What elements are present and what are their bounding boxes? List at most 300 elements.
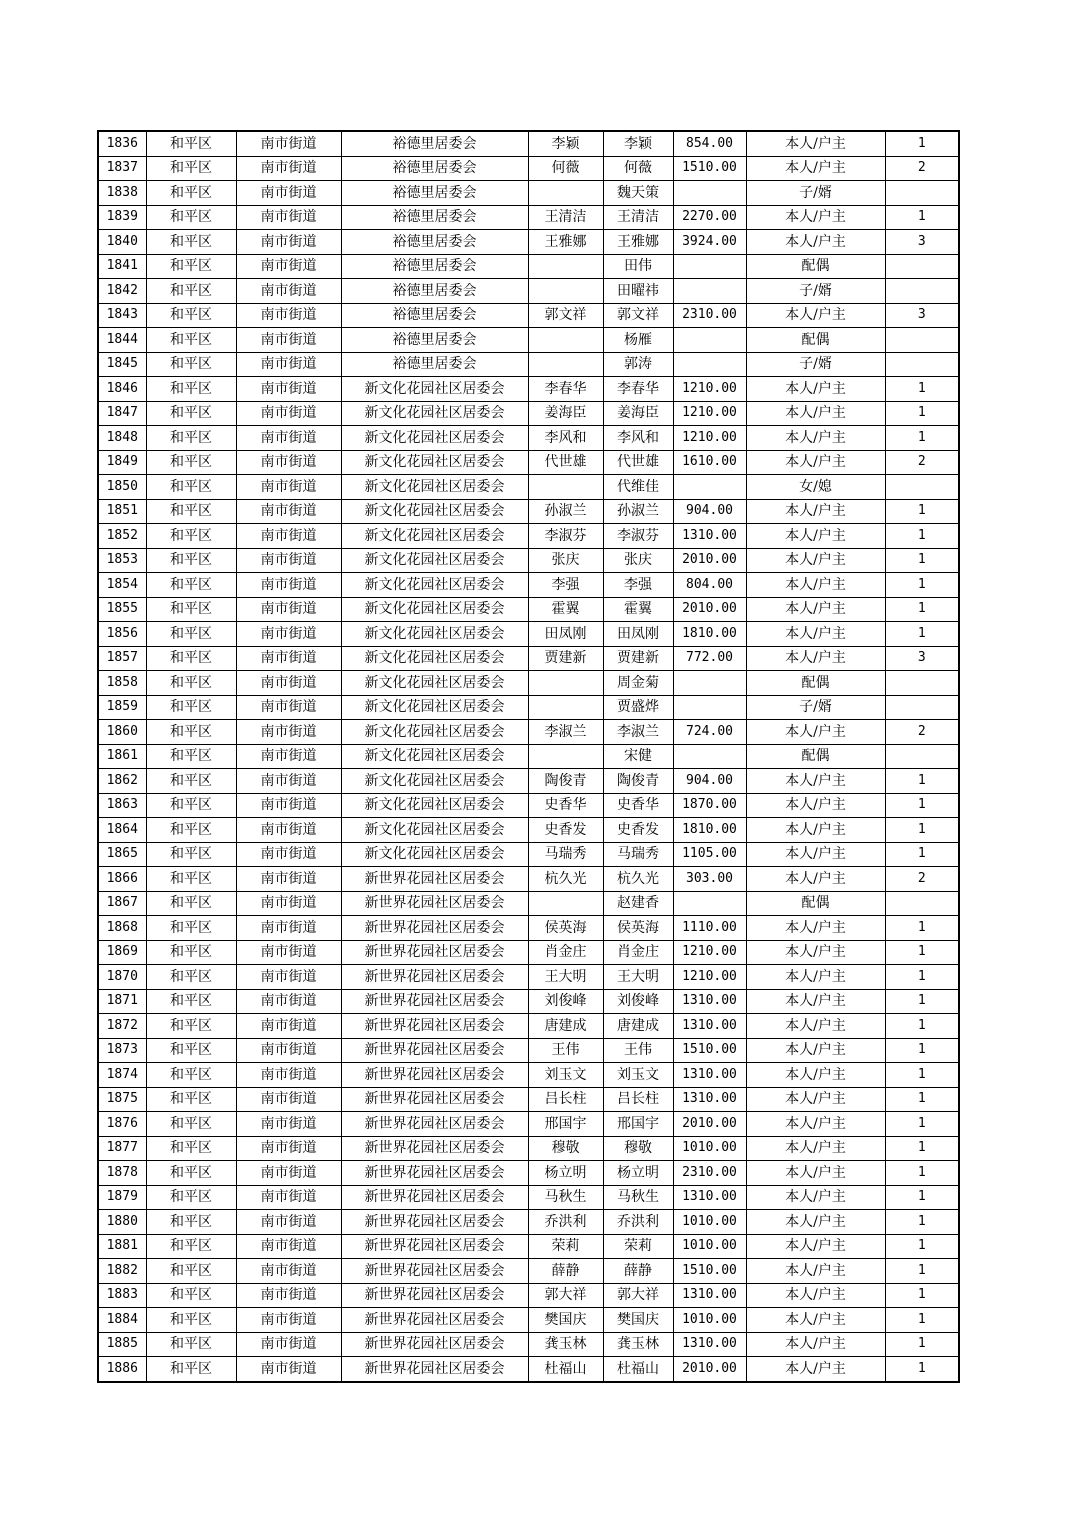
table-row	[98, 1210, 959, 1235]
row-number-cell: 1874	[98, 1063, 146, 1088]
street-cell: 南市街道	[236, 1087, 341, 1112]
amount-cell	[673, 695, 746, 720]
relation-cell: 本人/户主	[746, 989, 885, 1014]
applicant-cell: 李强	[528, 573, 603, 598]
row-number-cell: 1839	[98, 205, 146, 230]
member-cell: 张庆	[603, 548, 673, 573]
amount-cell: 1810.00	[673, 622, 746, 647]
amount-cell: 1310.00	[673, 524, 746, 549]
district-cell: 和平区	[146, 1112, 236, 1137]
amount-cell: 1510.00	[673, 1259, 746, 1284]
table-row	[98, 671, 959, 696]
applicant-cell: 李淑芬	[528, 524, 603, 549]
district-cell: 和平区	[146, 1210, 236, 1235]
relation-cell: 本人/户主	[746, 1087, 885, 1112]
committee-cell: 裕德里居委会	[341, 181, 528, 206]
applicant-cell	[528, 671, 603, 696]
household-count-cell: 1	[885, 965, 959, 990]
row-number-cell: 1848	[98, 426, 146, 451]
table-row	[98, 965, 959, 990]
table-row	[98, 1234, 959, 1259]
member-cell: 霍翼	[603, 597, 673, 622]
relation-cell: 本人/户主	[746, 230, 885, 255]
applicant-cell: 王大明	[528, 965, 603, 990]
row-number-cell: 1880	[98, 1210, 146, 1235]
household-count-cell: 1	[885, 1136, 959, 1161]
committee-cell: 新文化花园社区居委会	[341, 377, 528, 402]
relation-cell: 本人/户主	[746, 622, 885, 647]
table-row	[98, 1038, 959, 1063]
amount-cell: 3924.00	[673, 230, 746, 255]
committee-cell: 裕德里居委会	[341, 328, 528, 353]
table-row	[98, 1063, 959, 1088]
amount-cell: 1105.00	[673, 842, 746, 867]
street-cell: 南市街道	[236, 695, 341, 720]
street-cell: 南市街道	[236, 965, 341, 990]
street-cell: 南市街道	[236, 891, 341, 916]
table-row	[98, 401, 959, 426]
applicant-cell: 李春华	[528, 377, 603, 402]
committee-cell: 新文化花园社区居委会	[341, 450, 528, 475]
committee-cell: 新世界花园社区居委会	[341, 1014, 528, 1039]
row-number-cell: 1849	[98, 450, 146, 475]
committee-cell: 新文化花园社区居委会	[341, 818, 528, 843]
street-cell: 南市街道	[236, 352, 341, 377]
household-count-cell: 1	[885, 1112, 959, 1137]
relation-cell: 本人/户主	[746, 1283, 885, 1308]
relation-cell: 本人/户主	[746, 1185, 885, 1210]
row-number-cell: 1857	[98, 646, 146, 671]
table-row	[98, 891, 959, 916]
row-number-cell: 1852	[98, 524, 146, 549]
district-cell: 和平区	[146, 695, 236, 720]
street-cell: 南市街道	[236, 989, 341, 1014]
member-cell: 侯英海	[603, 916, 673, 941]
relation-cell: 本人/户主	[746, 1357, 885, 1382]
table-row	[98, 646, 959, 671]
committee-cell: 新世界花园社区居委会	[341, 1234, 528, 1259]
applicant-cell: 李风和	[528, 426, 603, 451]
committee-cell: 裕德里居委会	[341, 254, 528, 279]
row-number-cell: 1844	[98, 328, 146, 353]
household-count-cell	[885, 328, 959, 353]
row-number-cell: 1838	[98, 181, 146, 206]
relation-cell: 本人/户主	[746, 965, 885, 990]
committee-cell: 新世界花园社区居委会	[341, 891, 528, 916]
relation-cell: 本人/户主	[746, 842, 885, 867]
table-row	[98, 1283, 959, 1308]
district-cell: 和平区	[146, 499, 236, 524]
amount-cell: 1010.00	[673, 1308, 746, 1333]
committee-cell: 新世界花园社区居委会	[341, 1112, 528, 1137]
member-cell: 乔洪利	[603, 1210, 673, 1235]
district-cell: 和平区	[146, 597, 236, 622]
table-row	[98, 1357, 959, 1382]
street-cell: 南市街道	[236, 548, 341, 573]
household-count-cell: 3	[885, 646, 959, 671]
household-count-cell	[885, 181, 959, 206]
household-count-cell: 1	[885, 401, 959, 426]
household-count-cell: 1	[885, 1357, 959, 1382]
table-row	[98, 548, 959, 573]
household-count-cell	[885, 891, 959, 916]
street-cell: 南市街道	[236, 303, 341, 328]
table-row	[98, 989, 959, 1014]
street-cell: 南市街道	[236, 744, 341, 769]
row-number-cell: 1853	[98, 548, 146, 573]
amount-cell: 724.00	[673, 720, 746, 745]
row-number-cell: 1843	[98, 303, 146, 328]
household-count-cell: 1	[885, 1210, 959, 1235]
household-count-cell: 2	[885, 867, 959, 892]
row-number-cell: 1885	[98, 1332, 146, 1357]
district-cell: 和平区	[146, 720, 236, 745]
relation-cell: 配偶	[746, 254, 885, 279]
table-row	[98, 205, 959, 230]
amount-cell: 1210.00	[673, 426, 746, 451]
table-row	[98, 1136, 959, 1161]
table-row	[98, 156, 959, 181]
household-count-cell: 1	[885, 1087, 959, 1112]
member-cell: 杨立明	[603, 1161, 673, 1186]
household-count-cell: 1	[885, 1038, 959, 1063]
street-cell: 南市街道	[236, 1210, 341, 1235]
committee-cell: 新世界花园社区居委会	[341, 1357, 528, 1382]
amount-cell: 2310.00	[673, 1161, 746, 1186]
member-cell: 贾盛烨	[603, 695, 673, 720]
street-cell: 南市街道	[236, 1332, 341, 1357]
district-cell: 和平区	[146, 891, 236, 916]
applicant-cell	[528, 279, 603, 304]
committee-cell: 新文化花园社区居委会	[341, 499, 528, 524]
district-cell: 和平区	[146, 524, 236, 549]
table-row	[98, 475, 959, 500]
member-cell: 田曜祎	[603, 279, 673, 304]
relation-cell: 本人/户主	[746, 793, 885, 818]
household-count-cell: 1	[885, 916, 959, 941]
amount-cell: 854.00	[673, 131, 746, 156]
household-count-cell	[885, 744, 959, 769]
relation-cell: 配偶	[746, 891, 885, 916]
relation-cell: 本人/户主	[746, 769, 885, 794]
applicant-cell	[528, 695, 603, 720]
member-cell: 郭文祥	[603, 303, 673, 328]
committee-cell: 新世界花园社区居委会	[341, 1087, 528, 1112]
street-cell: 南市街道	[236, 1234, 341, 1259]
amount-cell: 1010.00	[673, 1210, 746, 1235]
member-cell: 孙淑兰	[603, 499, 673, 524]
amount-cell: 904.00	[673, 499, 746, 524]
table-row	[98, 450, 959, 475]
row-number-cell: 1861	[98, 744, 146, 769]
committee-cell: 新文化花园社区居委会	[341, 744, 528, 769]
row-number-cell: 1865	[98, 842, 146, 867]
amount-cell: 2010.00	[673, 548, 746, 573]
row-number-cell: 1876	[98, 1112, 146, 1137]
applicant-cell: 杨立明	[528, 1161, 603, 1186]
district-cell: 和平区	[146, 1063, 236, 1088]
amount-cell: 1010.00	[673, 1136, 746, 1161]
committee-cell: 裕德里居委会	[341, 303, 528, 328]
member-cell: 王大明	[603, 965, 673, 990]
district-cell: 和平区	[146, 1234, 236, 1259]
applicant-cell: 田凤刚	[528, 622, 603, 647]
member-cell: 李颖	[603, 131, 673, 156]
street-cell: 南市街道	[236, 524, 341, 549]
relation-cell: 本人/户主	[746, 646, 885, 671]
district-cell: 和平区	[146, 1259, 236, 1284]
member-cell: 邢国宇	[603, 1112, 673, 1137]
household-count-cell: 2	[885, 156, 959, 181]
relation-cell: 本人/户主	[746, 1259, 885, 1284]
data-table	[97, 130, 960, 1383]
member-cell: 荣莉	[603, 1234, 673, 1259]
table-row	[98, 842, 959, 867]
table-row	[98, 254, 959, 279]
district-cell: 和平区	[146, 965, 236, 990]
amount-cell: 1310.00	[673, 989, 746, 1014]
amount-cell: 772.00	[673, 646, 746, 671]
district-cell: 和平区	[146, 1087, 236, 1112]
member-cell: 刘俊峰	[603, 989, 673, 1014]
district-cell: 和平区	[146, 671, 236, 696]
applicant-cell: 何薇	[528, 156, 603, 181]
committee-cell: 新世界花园社区居委会	[341, 1308, 528, 1333]
committee-cell: 新世界花园社区居委会	[341, 1259, 528, 1284]
applicant-cell: 郭大祥	[528, 1283, 603, 1308]
table-row	[98, 131, 959, 156]
member-cell: 王清洁	[603, 205, 673, 230]
table-row	[98, 916, 959, 941]
member-cell: 李淑兰	[603, 720, 673, 745]
relation-cell: 子/婿	[746, 279, 885, 304]
relation-cell: 本人/户主	[746, 1136, 885, 1161]
applicant-cell	[528, 352, 603, 377]
district-cell: 和平区	[146, 622, 236, 647]
street-cell: 南市街道	[236, 622, 341, 647]
district-cell: 和平区	[146, 426, 236, 451]
row-number-cell: 1859	[98, 695, 146, 720]
committee-cell: 裕德里居委会	[341, 279, 528, 304]
street-cell: 南市街道	[236, 1136, 341, 1161]
committee-cell: 裕德里居委会	[341, 131, 528, 156]
street-cell: 南市街道	[236, 818, 341, 843]
street-cell: 南市街道	[236, 254, 341, 279]
street-cell: 南市街道	[236, 1063, 341, 1088]
district-cell: 和平区	[146, 1185, 236, 1210]
amount-cell: 1510.00	[673, 1038, 746, 1063]
member-cell: 魏天策	[603, 181, 673, 206]
applicant-cell	[528, 254, 603, 279]
applicant-cell: 郭文祥	[528, 303, 603, 328]
relation-cell: 本人/户主	[746, 1014, 885, 1039]
household-count-cell: 1	[885, 769, 959, 794]
amount-cell: 1210.00	[673, 401, 746, 426]
table-row	[98, 1161, 959, 1186]
row-number-cell: 1864	[98, 818, 146, 843]
district-cell: 和平区	[146, 818, 236, 843]
district-cell: 和平区	[146, 279, 236, 304]
committee-cell: 裕德里居委会	[341, 205, 528, 230]
committee-cell: 新文化花园社区居委会	[341, 793, 528, 818]
relation-cell: 子/婿	[746, 695, 885, 720]
street-cell: 南市街道	[236, 328, 341, 353]
row-number-cell: 1869	[98, 940, 146, 965]
table-row	[98, 1332, 959, 1357]
amount-cell: 1010.00	[673, 1234, 746, 1259]
household-count-cell: 1	[885, 622, 959, 647]
household-count-cell	[885, 279, 959, 304]
row-number-cell: 1841	[98, 254, 146, 279]
street-cell: 南市街道	[236, 181, 341, 206]
amount-cell: 804.00	[673, 573, 746, 598]
applicant-cell: 穆敬	[528, 1136, 603, 1161]
table-row	[98, 426, 959, 451]
applicant-cell: 张庆	[528, 548, 603, 573]
committee-cell: 新世界花园社区居委会	[341, 1185, 528, 1210]
committee-cell: 裕德里居委会	[341, 352, 528, 377]
street-cell: 南市街道	[236, 842, 341, 867]
row-number-cell: 1868	[98, 916, 146, 941]
member-cell: 穆敬	[603, 1136, 673, 1161]
street-cell: 南市街道	[236, 377, 341, 402]
row-number-cell: 1875	[98, 1087, 146, 1112]
table-row	[98, 769, 959, 794]
street-cell: 南市街道	[236, 940, 341, 965]
committee-cell: 新世界花园社区居委会	[341, 867, 528, 892]
member-cell: 李风和	[603, 426, 673, 451]
applicant-cell	[528, 475, 603, 500]
row-number-cell: 1867	[98, 891, 146, 916]
amount-cell	[673, 671, 746, 696]
street-cell: 南市街道	[236, 1014, 341, 1039]
relation-cell: 本人/户主	[746, 1112, 885, 1137]
street-cell: 南市街道	[236, 671, 341, 696]
table-row	[98, 181, 959, 206]
relation-cell: 本人/户主	[746, 573, 885, 598]
household-count-cell	[885, 671, 959, 696]
row-number-cell: 1860	[98, 720, 146, 745]
relation-cell: 子/婿	[746, 181, 885, 206]
member-cell: 田凤刚	[603, 622, 673, 647]
household-count-cell: 1	[885, 131, 959, 156]
district-cell: 和平区	[146, 328, 236, 353]
applicant-cell: 唐建成	[528, 1014, 603, 1039]
street-cell: 南市街道	[236, 573, 341, 598]
table-row	[98, 793, 959, 818]
street-cell: 南市街道	[236, 1038, 341, 1063]
district-cell: 和平区	[146, 475, 236, 500]
amount-cell: 1110.00	[673, 916, 746, 941]
applicant-cell: 薛静	[528, 1259, 603, 1284]
member-cell: 龚玉林	[603, 1332, 673, 1357]
table-row	[98, 1185, 959, 1210]
district-cell: 和平区	[146, 1308, 236, 1333]
district-cell: 和平区	[146, 842, 236, 867]
household-count-cell: 1	[885, 1161, 959, 1186]
row-number-cell: 1879	[98, 1185, 146, 1210]
amount-cell: 1210.00	[673, 965, 746, 990]
committee-cell: 新文化花园社区居委会	[341, 720, 528, 745]
member-cell: 姜海臣	[603, 401, 673, 426]
row-number-cell: 1871	[98, 989, 146, 1014]
relation-cell: 配偶	[746, 671, 885, 696]
row-number-cell: 1858	[98, 671, 146, 696]
member-cell: 马秋生	[603, 1185, 673, 1210]
applicant-cell: 王伟	[528, 1038, 603, 1063]
member-cell: 赵建香	[603, 891, 673, 916]
table-row	[98, 1014, 959, 1039]
household-count-cell: 1	[885, 842, 959, 867]
district-cell: 和平区	[146, 352, 236, 377]
amount-cell: 1810.00	[673, 818, 746, 843]
amount-cell: 1310.00	[673, 1332, 746, 1357]
amount-cell: 1310.00	[673, 1185, 746, 1210]
relation-cell: 本人/户主	[746, 377, 885, 402]
district-cell: 和平区	[146, 377, 236, 402]
applicant-cell: 王清洁	[528, 205, 603, 230]
relation-cell: 本人/户主	[746, 156, 885, 181]
applicant-cell: 孙淑兰	[528, 499, 603, 524]
row-number-cell: 1870	[98, 965, 146, 990]
row-number-cell: 1862	[98, 769, 146, 794]
relation-cell: 本人/户主	[746, 205, 885, 230]
district-cell: 和平区	[146, 205, 236, 230]
household-count-cell: 1	[885, 1234, 959, 1259]
committee-cell: 新文化花园社区居委会	[341, 671, 528, 696]
table-row	[98, 818, 959, 843]
table-row	[98, 303, 959, 328]
street-cell: 南市街道	[236, 426, 341, 451]
relation-cell: 本人/户主	[746, 1332, 885, 1357]
household-count-cell: 1	[885, 793, 959, 818]
household-count-cell: 2	[885, 720, 959, 745]
relation-cell: 本人/户主	[746, 597, 885, 622]
table-row	[98, 524, 959, 549]
relation-cell: 本人/户主	[746, 720, 885, 745]
row-number-cell: 1881	[98, 1234, 146, 1259]
applicant-cell	[528, 891, 603, 916]
district-cell: 和平区	[146, 1357, 236, 1382]
row-number-cell: 1886	[98, 1357, 146, 1382]
committee-cell: 新文化花园社区居委会	[341, 401, 528, 426]
district-cell: 和平区	[146, 254, 236, 279]
district-cell: 和平区	[146, 1332, 236, 1357]
relation-cell: 本人/户主	[746, 401, 885, 426]
household-count-cell: 1	[885, 499, 959, 524]
committee-cell: 新文化花园社区居委会	[341, 695, 528, 720]
row-number-cell: 1854	[98, 573, 146, 598]
table-row	[98, 597, 959, 622]
amount-cell: 1310.00	[673, 1063, 746, 1088]
applicant-cell	[528, 181, 603, 206]
committee-cell: 新文化花园社区居委会	[341, 524, 528, 549]
member-cell: 郭大祥	[603, 1283, 673, 1308]
street-cell: 南市街道	[236, 475, 341, 500]
district-cell: 和平区	[146, 450, 236, 475]
table-row	[98, 279, 959, 304]
member-cell: 李强	[603, 573, 673, 598]
household-count-cell: 1	[885, 548, 959, 573]
street-cell: 南市街道	[236, 1259, 341, 1284]
row-number-cell: 1873	[98, 1038, 146, 1063]
relation-cell: 本人/户主	[746, 916, 885, 941]
member-cell: 史香华	[603, 793, 673, 818]
row-number-cell: 1850	[98, 475, 146, 500]
street-cell: 南市街道	[236, 450, 341, 475]
applicant-cell: 霍翼	[528, 597, 603, 622]
applicant-cell: 李颖	[528, 131, 603, 156]
